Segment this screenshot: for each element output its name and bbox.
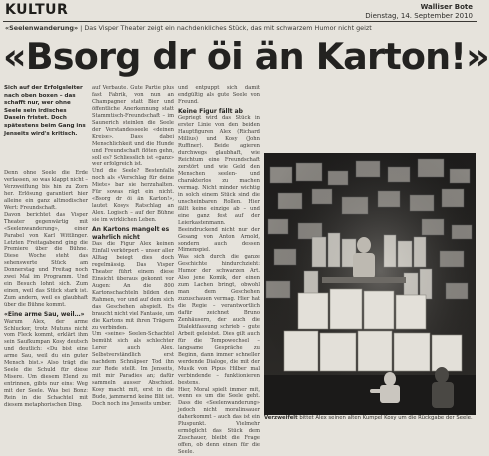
section-title: KULTUR	[5, 2, 69, 18]
issue-date: Dienstag, 14. September 2010	[365, 12, 473, 20]
subheading: Keine Figur fällt ab	[178, 107, 243, 115]
subheading: «Eine arme Sau, weil…»	[4, 311, 85, 319]
photo-caption	[264, 415, 476, 424]
paragraph: Um «seine» Seelen-Schachtel bemüht sich als schlechter Lerer auch Alex. Selbstverständlich erst nachdem Schnäpser Tod ihn zur Rede stellt. Im Jenseits, mit mir Paradies an; dafür sammeln ausser Abschied. Kosy macht mit, erst in die Bude, jammernd keine Blit ist. Doch noch ins Jenseits umber.	[92, 331, 174, 407]
text-column-2	[92, 85, 174, 420]
paragraph: Denn ohne Seele die Erde verlassen, so was klappt nicht – Verzweiflung bis hin zu Zorn her. Erlösung garantiert hier alleine ein ganz altmodischer Wert: Freundschaft.	[4, 170, 88, 211]
caption-text: bittet Alex seinen alten Kumpel Kosy um die Rückgabe der Seele.	[297, 415, 473, 421]
paragraph: und entpuppt sich damit endgültig als gute Seele von Freund.	[178, 85, 260, 105]
article-lead: Sich auf der Erfolgsleiter nach oben boxen – das schafft nur, wer ohne Seele sein irdisches Dasein fristet. Doch spätestens beim Gang ins Jenseits wird's kritisch.	[4, 85, 86, 137]
kicker-separator: |	[80, 24, 83, 32]
kicker-text: Das Visper Theater zeigt ein nachdenkliches Stück, das mit schwarzem Humor nicht geizt	[84, 24, 372, 32]
paragraph: Und die Seele? Bestenfalls noch als «Verschlag für deine Miete» bar sie herzuhalten. Für sowas rägt ein nicht. «Bsorg dr öi än Karton!», lautet Kosys Ratschlag an Alex. Logisch – auf der Bühne sie im wirklichen Leben.	[92, 168, 174, 224]
paragraph: Hier, Moral spielt immer mit, wenn es um die Seele geht. Dass die «Seelenwanderung» jedoch nicht moralinsauer daherkommt – auch das ist ein Pluspunkt. Vielmehr ermöglicht das Stück dem Zuschauer, bleibt die Frage offen, ob denn einen für die Seele.	[178, 386, 260, 456]
paragraph: Davon berichtet das Visper Theater gegenwärtig mit «Seelenwanderung», einer Parabel von Karl Wittlinger. Letzten Freitagabend ging die Premiere über die Bühne. Diese Woche steht das sehenswerte Stück am Donnerstag und Freitag noch zwei Mal im Programm. Und ein Besuch lohnt sich. Zum einen, weil das Stück stark ist. Zum andern, weil es glaubhaft über die Bühne kommt.	[4, 211, 88, 309]
photo-illustration	[264, 153, 476, 415]
paragraph: auf Verbaute. Gute Partie plus fast Fabrik, von nun an Champagner statt Bier und öffentliche Anerkennung statt Stammtisch-Freundschaft – im Saunerich steinlen die Seele der Verstandesseele «deinen Kreise». Dass dabei Menschlichkeit und die Hunde und Freundschaft flöten gehn, soll es? Schliesslich ist «ganz» wer erfolgreich ist.	[92, 85, 174, 168]
paragraph: Was sich durch die ganze Geschichte hindurchzieht: Humor der schwarzen Art. Also jene Komik, der einen zum Lachen bringt, obwohl man dem Geschehen zuzuschauen vermag. Hier hat die Regie – verantwortlich dafür zeichnet Bruno Zenhäusern, der auch die Dialektfassung schrieb – gute Arbeit geleistet. Dies gilt auch für die Tempowechsel – langsame Gespräche zu Beginn, dann immer schneller werdende Dialoge, die mit der Musik von Pipus Hilber mal verbindende – funktionieren bestens.	[178, 254, 260, 386]
paragraph: Gepriegt wird das Stück in erster Linie von den beiden Hauptfiguren Alex (Richard Millius) und Kosy (John Ruffiner). Beide agieren durchwegs glaubhaft, wie Reichtum eine Freundschaft zerstört und wie Geld den Menschen seelen- und charakterlos zu machen vermag. Nicht minder wichtig in solch einem Stück sind die unscheinbaren Rollen. Hier fällt keine einzige ab – und eine ganz fest auf der Leierkastenmann. Beeindruckend nicht nur der Gesang von Anton Arnold, sondern auch dessen Mimenspiel.	[178, 115, 260, 254]
newspaper-name: Walliser Bote	[420, 3, 473, 11]
subheading: An Kartons mangelt es wahrlich nicht	[92, 226, 170, 241]
text-column-3	[178, 85, 260, 456]
kicker-label: «Seelenwanderung»	[5, 24, 79, 32]
headline: «Bsorg dr öi än Karton!»	[3, 35, 489, 78]
stage-photo	[264, 153, 476, 415]
paragraph: Das die Figur Alex keinen Einfall verkörpert – unser aller Alltag beiegt dies doch regelmässig. Das Visper Theater führt einem diese Einsicht überaus gekonnt vor Augen: An die 800 Kartonschachteln bilden den Rahmen, vor und auf dem sich das Geschehen abspielt. Es braucht nicht viel Fantasie, um die Kartons mit ihren Trägern zu verbinden.	[92, 241, 174, 331]
masthead	[3, 2, 477, 22]
paragraph: Warum Alex, der arme Schlucker, trotz Mutuns nicht vom Fleck kommt, erklärt ihm sein Saufkumpan Kosy deutsch und deutlich: «Du bist eine arme Sau, weil du ein guter Mensch bist.» Also trägt die Seele die Schuld für diese Misere. Um diesem Elend zu entrinnen, gibts nur eins: Weg mit der Seele. Was bei Bonz: Rein in die Schachtel mit diesem metaphorischen Ding.	[4, 318, 88, 408]
text-column-1	[4, 170, 88, 420]
caption-lead: Verzweifelt	[264, 415, 298, 421]
